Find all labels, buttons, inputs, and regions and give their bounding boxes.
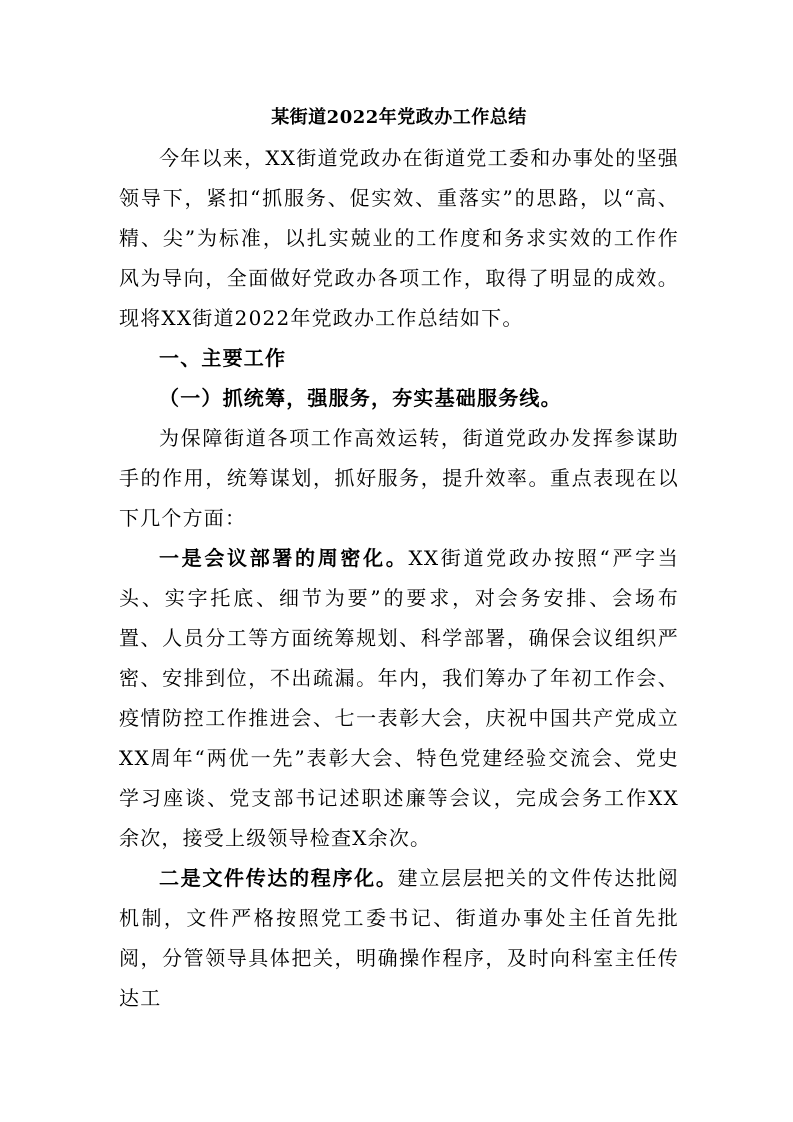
subsection-heading-1: （一）抓统筹，强服务，夯实基础服务线。	[159, 386, 562, 410]
point-text-meetings: XX街道党政办按照“严字当头、实字托底、细节为要”的要求，对会务安排、会场布置、人员分工等方面统筹规划、科学部署，确保会议组织严密、安排到位，不出疏漏。年内，我们筹办了年初工作会、疫情防控工作推进会、七一表彰大会，庆祝中国共产党成立XX周年“两优一先”表彰大会、特色党建经验交流会、党史学习座谈、党支部书记述职述廉等会议，完成会务工作XX余次，接受上级领导检查X余次。	[119, 546, 679, 850]
document-page	[119, 98, 679, 1018]
point-text-documents: 建立层层把关的文件传达批阅机制，文件严格按照党工委书记、街道办事处主任首先批阅，分管领导具体把关，明确操作程序，及时向科室主任传达工	[119, 866, 679, 1010]
document-title: 某街道2022年党政办工作总结	[271, 107, 527, 128]
point-paragraph-documents	[119, 858, 679, 1018]
point-lead-documents: 二是文件传达的程序化。	[159, 866, 398, 890]
subsection-intro-paragraph: 为保障街道各项工作高效运转，街道党政办发挥参谋助手的作用，统筹谋划，抓好服务，提升效率。重点表现在以下几个方面：	[119, 426, 679, 530]
section-heading-main-work: 一、主要工作	[159, 346, 287, 370]
point-paragraph-meetings	[119, 538, 679, 858]
point-lead-meetings: 一是会议部署的周密化。	[159, 546, 409, 570]
intro-paragraph: 今年以来，XX街道党政办在街道党工委和办事处的坚强领导下，紧扣“抓服务、促实效、重落实”的思路，以“高、精、尖”为标准，以扎实兢业的工作度和务求实效的工作作风为导向，全面做好党政办各项工作，取得了明显的成效。现将XX街道2022年党政办工作总结如下。	[119, 146, 679, 330]
